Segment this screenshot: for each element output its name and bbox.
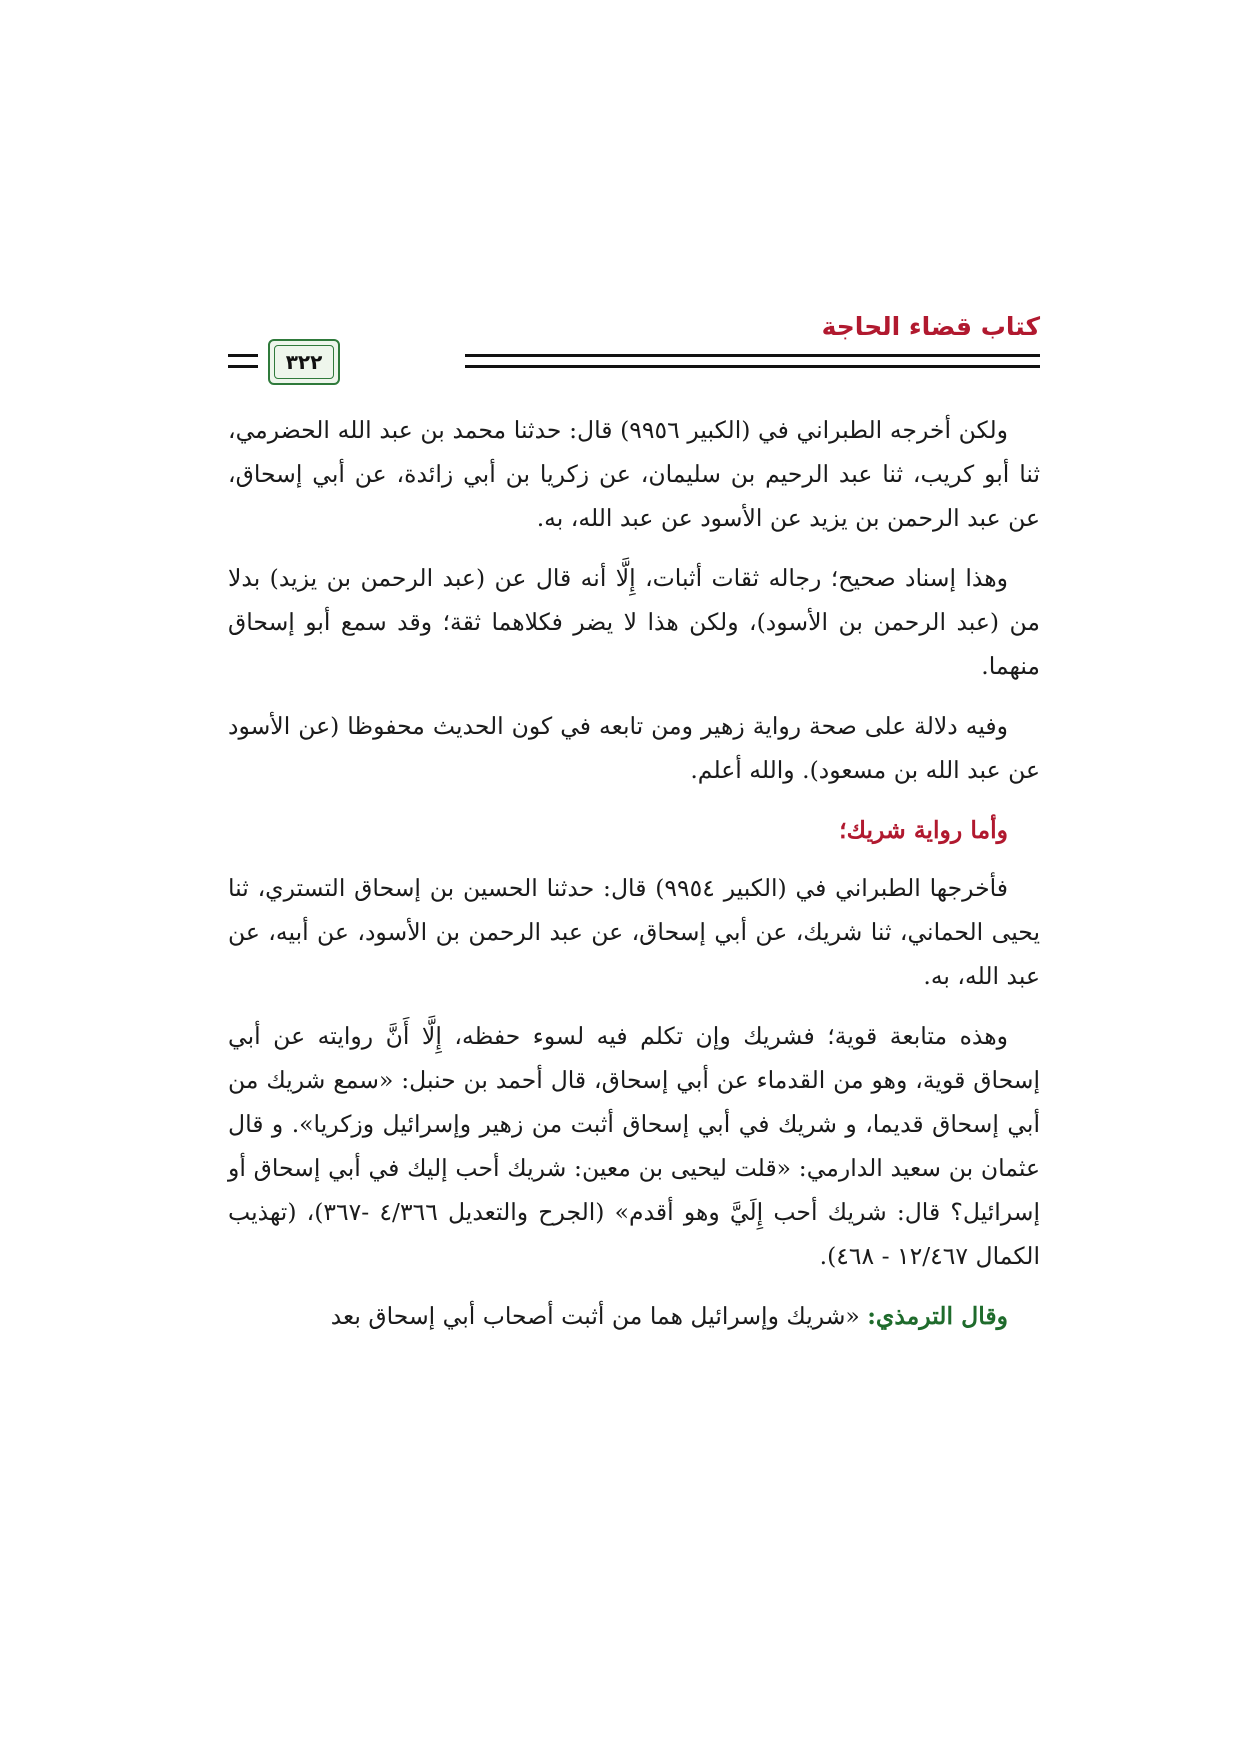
final-paragraph-text: «شريك وإسرائيل هما من أثبت أصحاب أبي إسحاق بعد [330,1302,868,1330]
page-number: ٣٢٢ [285,350,323,374]
final-paragraph [228,1294,1040,1338]
page-body [228,408,1040,1354]
paragraph: وهذا إسناد صحيح؛ رجاله ثقات أثبات، إِلَّا أنه قال عن (عبد الرحمن بن يزيد) بدلا من (عبد الرحمن بن الأسود)، ولكن هذا لا يضر فكلاهما ثقة؛ وقد سمع أبو إسحاق منهما. [228,564,1040,680]
page-number-badge [268,339,340,385]
tirmidhi-label: وقال الترمذي: [867,1302,1008,1330]
header-rule-left-top [228,354,258,357]
book-title: كتاب قضاء الحاجة [821,312,1040,341]
page-header [228,312,1040,392]
header-rule-left-bottom [228,365,258,368]
section-heading: وأما رواية شريك؛ [839,816,1008,844]
header-rule-bottom [465,365,1040,368]
paragraph: فأخرجها الطبراني في (الكبير ٩٩٥٤) قال: حدثنا الحسين بن إسحاق التستري، ثنا يحيى الحماني، ثنا شريك، عن أبي إسحاق، عن عبد الرحمن بن الأسود، عن أبيه، عن عبد الله، به. [228,874,1040,990]
header-rule-top [465,354,1040,357]
paragraph: وهذه متابعة قوية؛ فشريك وإن تكلم فيه لسوء حفظه، إِلَّا أَنَّ روايته عن أبي إسحاق قوية، وهو من القدماء عن أبي إسحاق، قال أحمد بن حنبل: «سمع شريك من أبي إسحاق قديما، و شريك في أبي إسحاق أثبت من زهير وإسرائيل وزكريا». و قال عثمان بن سعيد الدارمي: «قلت ليحيى بن معين: شريك أحب إليك في أبي إسحاق أو إسرائيل؟ قال: شريك أحب إِلَيَّ وهو أقدم» (الجرح والتعديل ٤/٣٦٦ -٣٦٧)، (تهذيب الكمال ١٢/٤٦٧ - ٤٦٨). [228,1022,1040,1270]
paragraph: وفيه دلالة على صحة رواية زهير ومن تابعه في كون الحديث محفوظا (عن الأسود عن عبد الله بن مسعود). والله أعلم. [228,712,1040,784]
paragraph: ولكن أخرجه الطبراني في (الكبير ٩٩٥٦) قال: حدثنا محمد بن عبد الله الحضرمي، ثنا أبو كريب، ثنا عبد الرحيم بن سليمان، عن زكريا بن أبي زائدة، عن أبي إسحاق، عن عبد الرحمن بن يزيد عن الأسود عن عبد الله، به. [228,416,1040,532]
